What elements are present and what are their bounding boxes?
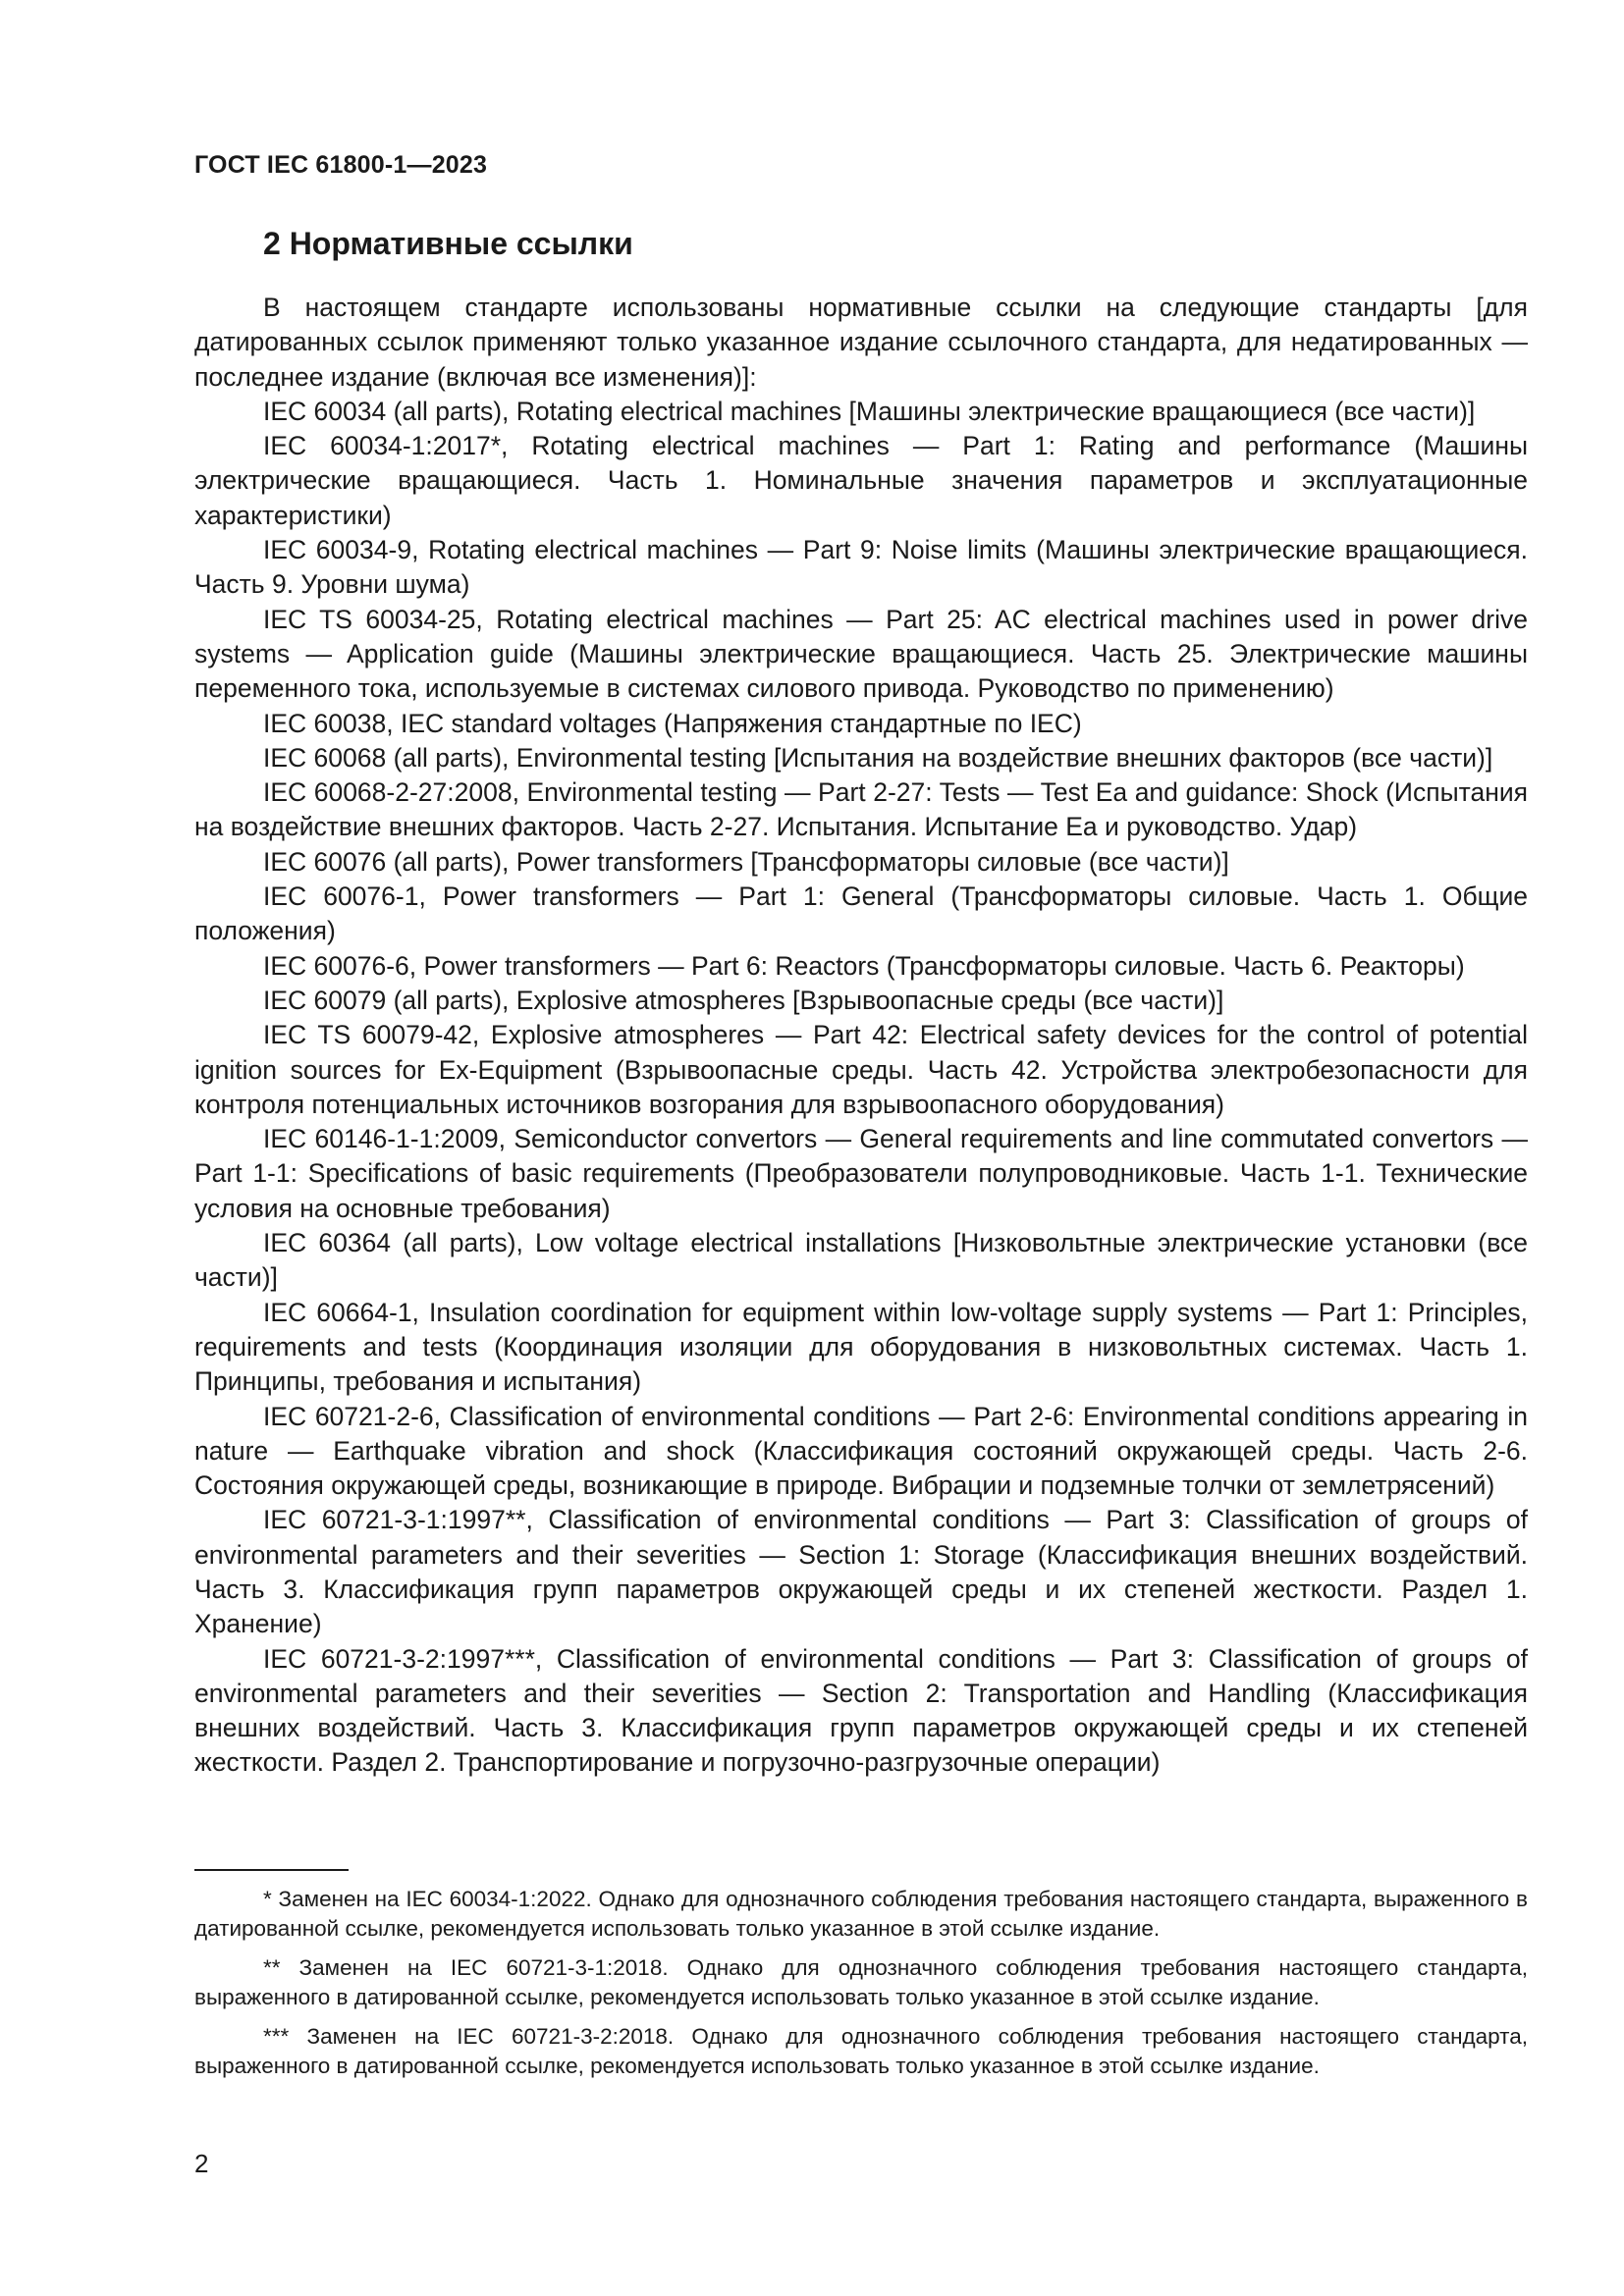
reference-item: IEC 60076-6, Power transformers — Part 6: Reactors (Трансформаторы силовые. Часть 6. Реакторы)	[263, 950, 1465, 981]
reference-item: IEC 60721-3-1:1997**, Classification of environmental conditions — Part 3: Classification of groups of environmental parameters and their severities — Section 1: Storage (Классификация внешних воздействий. Часть 3. Классификация групп параметров окружающей среды и их степеней жесткости. Раздел 1. Хранение)	[194, 1505, 1528, 1639]
references-body	[194, 291, 1528, 1781]
reference-item: IEC 60068-2-27:2008, Environmental testing — Part 2-27: Tests — Test Ea and guidance: Shock (Испытания на воздействие внешних факторов. Часть 2-27. Испытания. Испытание Еа и руководство. Удар)	[194, 777, 1528, 842]
footnote: *** Заменен на IEC 60721-3-2:2018. Однако для однозначного соблюдения требования настоящего стандарта, выраженного в датированной ссылке, рекомендуется использовать только указанное в этой ссылке издание.	[194, 2024, 1528, 2078]
reference-item: IEC TS 60034-25, Rotating electrical machines — Part 25: AC electrical machines used in power drive systems — Application guide (Машины электрические вращающиеся. Часть 25. Электрические машины переменного тока, используемые в системах силового привода. Руководство по применению)	[194, 604, 1528, 704]
reference-item: IEC 60664-1, Insulation coordination for equipment within low-voltage supply systems — Part 1: Principles, requirements and tests (Координация изоляции для оборудования в низковольтных системах. Часть 1. Принципы, требования и испытания)	[194, 1297, 1528, 1397]
footnote-divider	[194, 1869, 349, 1871]
document-code-header: ГОСТ IEC 61800-1—2023	[194, 151, 488, 179]
reference-item: IEC 60721-3-2:1997***, Classification of environmental conditions — Part 3: Classification of groups of environmental parameters and their severities — Section 2: Transportation and Handling (Классификация внешних воздействий. Часть 3. Классификация групп параметров окружающей среды и их степеней жесткости. Раздел 2. Транспортирование и погрузочно-разгрузочные операции)	[194, 1643, 1528, 1778]
reference-item: IEC 60146-1-1:2009, Semiconductor convertors — General requirements and line commutated convertors — Part 1-1: Specifications of basic requirements (Преобразователи полупроводниковые. Часть 1-1. Технические условия на основные требования)	[194, 1124, 1528, 1223]
reference-item: IEC 60034-1:2017*, Rotating electrical machines — Part 1: Rating and performance (Машины электрические вращающиеся. Часть 1. Номинальные значения параметров и эксплуатационные характеристики)	[194, 431, 1528, 530]
footnote: * Заменен на IEC 60034-1:2022. Однако для однозначного соблюдения требования настоящего стандарта, выраженного в датированной ссылке, рекомендуется использовать только указанное в этой ссылке издание.	[194, 1887, 1528, 1941]
reference-item: IEC 60076 (all parts), Power transformers [Трансформаторы силовые (все части)]	[263, 846, 1229, 877]
section-title: 2 Нормативные ссылки	[263, 226, 633, 261]
footnote: ** Заменен на IEC 60721-3-1:2018. Однако для однозначного соблюдения требования настоящего стандарта, выраженного в датированной ссылке, рекомендуется использовать только указанное в этой ссылке издание.	[194, 1955, 1528, 2009]
reference-item: IEC 60364 (all parts), Low voltage electrical installations [Низковольтные электрические установки (все части)]	[194, 1228, 1528, 1293]
footnotes	[194, 1885, 1528, 2091]
reference-item: IEC 60076-1, Power transformers — Part 1: General (Трансформаторы силовые. Часть 1. Общие положения)	[194, 881, 1528, 946]
reference-item: IEC 60034-9, Rotating electrical machines — Part 9: Noise limits (Машины электрические вращающиеся. Часть 9. Уровни шума)	[194, 535, 1528, 600]
reference-item: IEC TS 60079-42, Explosive atmospheres — Part 42: Electrical safety devices for the control of potential ignition sources for Ex-Equipment (Взрывоопасные среды. Часть 42. Устройства электробезопасности для контроля потенциальных источников возгорания для взрывоопасного оборудования)	[194, 1020, 1528, 1119]
page-number: 2	[194, 2149, 209, 2178]
reference-item: IEC 60721-2-6, Classification of environmental conditions — Part 2-6: Environmental conditions appearing in nature — Earthquake vibration and shock (Классификация состояний окружающей среды. Часть 2-6. Состояния окружающей среды, возникающие в природе. Вибрации и подземные толчки от землетрясений)	[194, 1401, 1528, 1501]
reference-item: IEC 60068 (all parts), Environmental testing [Испытания на воздействие внешних факторов (все части)]	[263, 742, 1493, 773]
reference-item: IEC 60034 (all parts), Rotating electrical machines [Машины электрические вращающиеся (все части)]	[263, 396, 1476, 426]
reference-item: IEC 60038, IEC standard voltages (Напряжения стандартные по IEC)	[263, 708, 1082, 738]
intro-paragraph: В настоящем стандарте использованы нормативные ссылки на следующие стандарты [для датированных ссылок применяют только указанное издание ссылочного стандарта, для недатированных — последнее издание (включая все изменения)]:	[194, 293, 1528, 392]
reference-item: IEC 60079 (all parts), Explosive atmospheres [Взрывоопасные среды (все части)]	[263, 985, 1224, 1015]
